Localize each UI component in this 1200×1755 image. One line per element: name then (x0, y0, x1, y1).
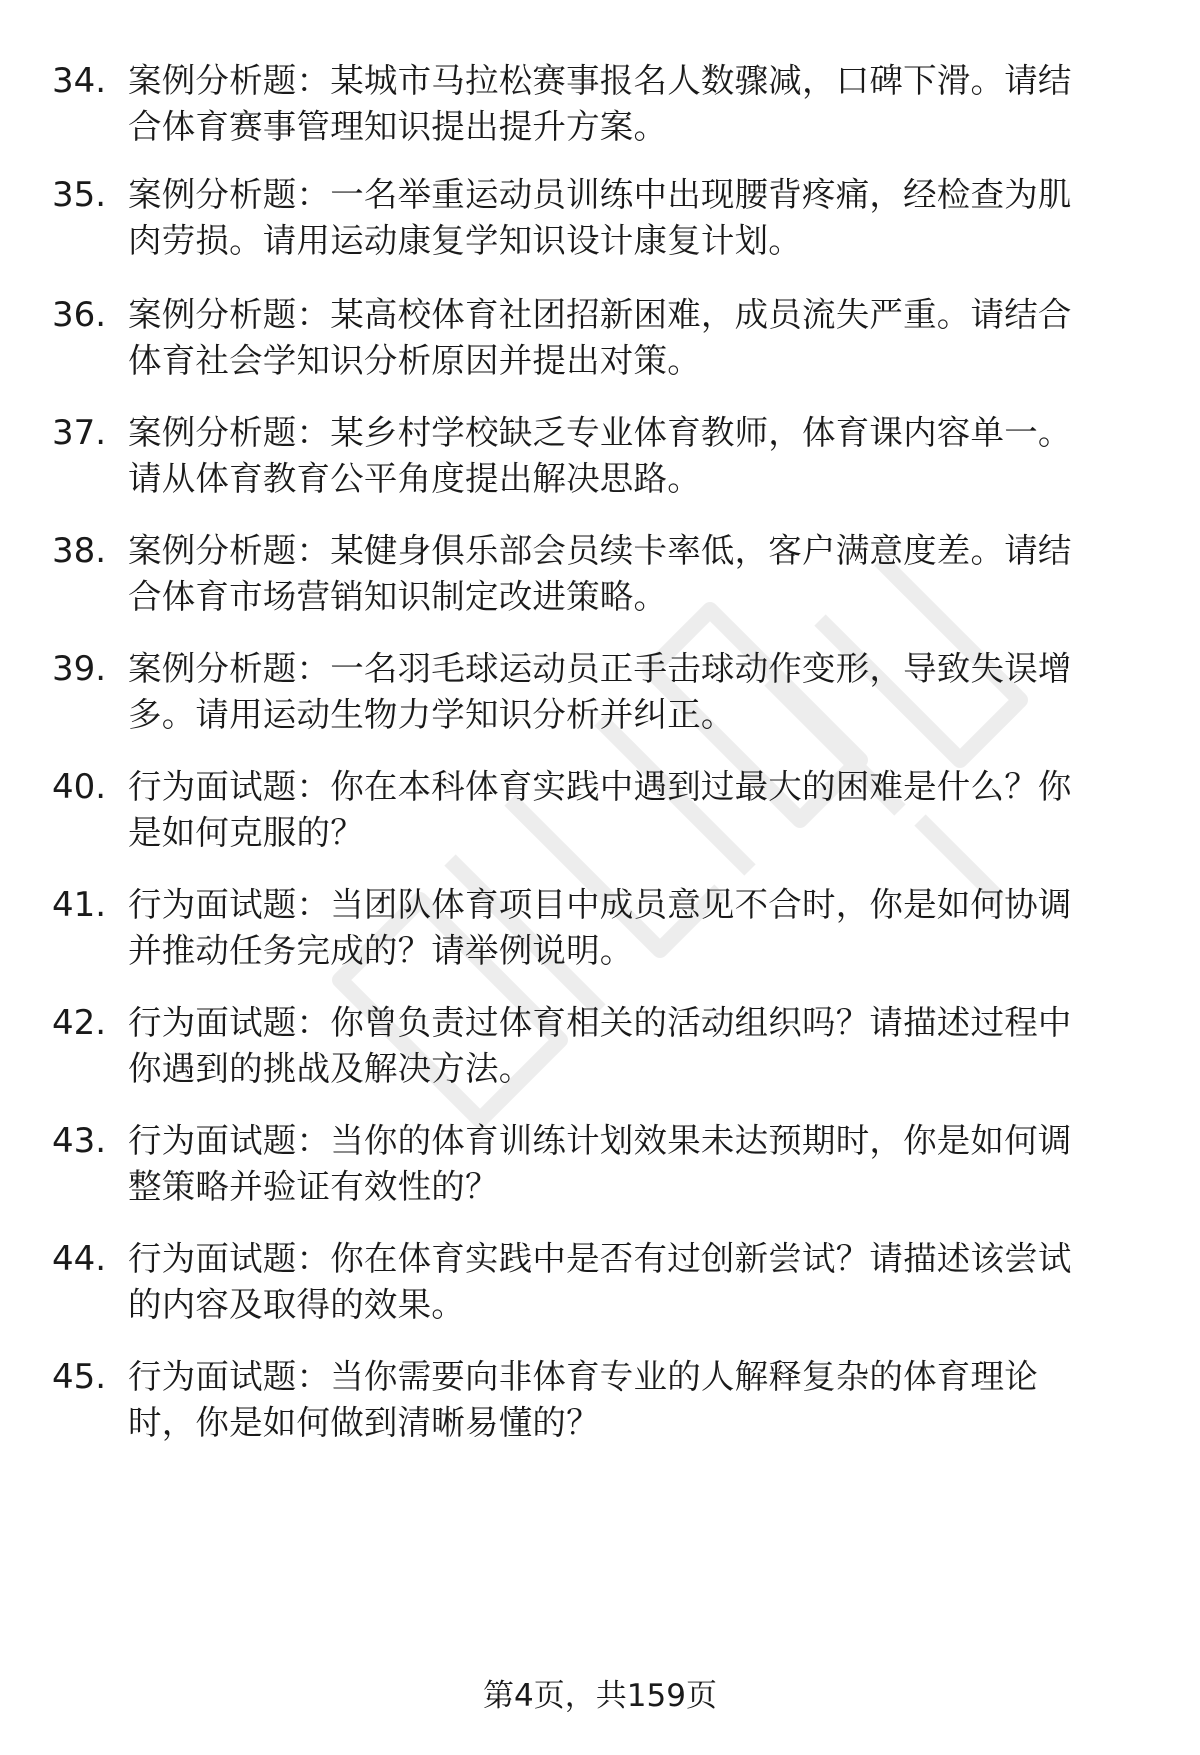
page-footer (0, 1676, 1200, 1716)
question-number: 44. (52, 1239, 107, 1279)
question-text-line-2: 请从体育教育公平角度提出解决思路。 (128, 459, 701, 498)
question-text-line-1: 行为面试题：你在本科体育实践中遇到过最大的困难是什么？你 (128, 767, 1072, 806)
question-number: 36. (52, 295, 107, 335)
question-text-line-2: 并推动任务完成的？请举例说明。 (128, 931, 634, 970)
question-text-line-2: 体育社会学知识分析原因并提出对策。 (128, 341, 701, 380)
question-text-line-1: 案例分析题：一名举重运动员训练中出现腰背疼痛，经检查为肌 (128, 175, 1072, 214)
question-number: 41. (52, 885, 107, 925)
question-text-line-2: 合体育市场营销知识制定改进策略。 (128, 577, 668, 616)
question-text-line-1: 行为面试题：当你的体育训练计划效果未达预期时，你是如何调 (128, 1121, 1072, 1160)
question-number: 35. (52, 175, 107, 215)
question-text-line-1: 案例分析题：某乡村学校缺乏专业体育教师，体育课内容单一。 (128, 413, 1072, 452)
question-number: 45. (52, 1357, 107, 1397)
question-text-line-2: 合体育赛事管理知识提出提升方案。 (128, 107, 668, 146)
question-text-line-1: 案例分析题：某健身俱乐部会员续卡率低，客户满意度差。请结 (128, 531, 1072, 570)
question-text-line-2: 你遇到的挑战及解决方法。 (128, 1049, 533, 1088)
question-text-line-1: 行为面试题：当团队体育项目中成员意见不合时，你是如何协调 (128, 885, 1072, 924)
question-text-line-1: 案例分析题：某高校体育社团招新困难，成员流失严重。请结合 (128, 295, 1072, 334)
question-number: 38. (52, 531, 107, 571)
question-text-line-1: 行为面试题：你曾负责过体育相关的活动组织吗？请描述过程中 (128, 1003, 1072, 1042)
page-indicator: 第4页，共159页 (483, 1678, 717, 1714)
question-text-line-2: 多。请用运动生物力学知识分析并纠正。 (128, 695, 735, 734)
question-text-line-2: 时，你是如何做到清晰易懂的？ (128, 1403, 600, 1442)
question-text-line-1: 案例分析题：某城市马拉松赛事报名人数骤减，口碑下滑。请结 (128, 61, 1072, 100)
question-number: 43. (52, 1121, 107, 1161)
question-number: 42. (52, 1003, 107, 1043)
question-text-line-1: 行为面试题：你在体育实践中是否有过创新尝试？请描述该尝试 (128, 1239, 1072, 1278)
question-text-line-2: 是如何克服的？ (128, 813, 364, 852)
question-number: 37. (52, 413, 107, 453)
question-text-line-2: 肉劳损。请用运动康复学知识设计康复计划。 (128, 221, 802, 260)
question-text-line-2: 的内容及取得的效果。 (128, 1285, 465, 1324)
question-number: 34. (52, 61, 107, 101)
question-text-line-1: 行为面试题：当你需要向非体育专业的人解释复杂的体育理论 (128, 1357, 1038, 1396)
question-number: 40. (52, 767, 107, 807)
question-text-line-1: 案例分析题：一名羽毛球运动员正手击球动作变形，导致失误增 (128, 649, 1072, 688)
question-text-line-2: 整策略并验证有效性的？ (128, 1167, 499, 1206)
question-number: 39. (52, 649, 107, 689)
